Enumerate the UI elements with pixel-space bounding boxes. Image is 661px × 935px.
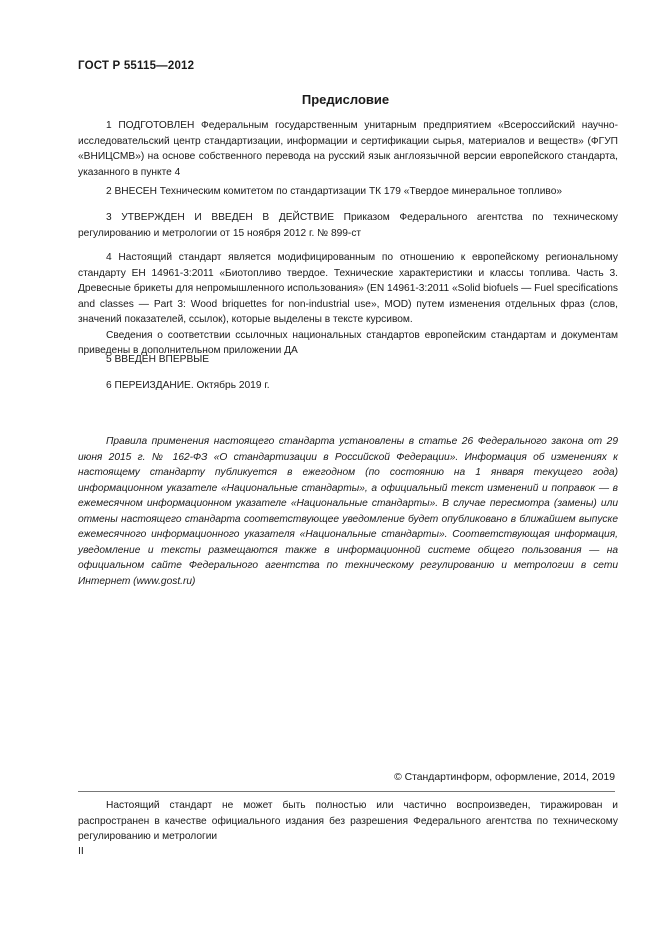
foreword-item-6 [78,378,618,394]
foreword-item-text: 1 ПОДГОТОВЛЕН Федеральным государственным унитарным предприятием «Всероссийский научно-исследовательский центр стандартизации, информации и сертификации сырья, материалов и веществ» (ФГУП «ВНИЦСМВ») на основе собственного перевода на русский язык англоязычной версии европейского стандарта, указанного в пункте 4 [78,120,618,178]
foreword-item-1 [78,118,618,180]
page-number: II [78,845,84,857]
reproduction-notice-text: Настоящий стандарт не может быть полностью или частично воспроизведен, тиражирован и распространен в качестве официального издания без разрешения Федерального агентства по техническому регулированию и метрологии [78,800,618,842]
divider [78,791,615,792]
rules-notice-text: Правила применения настоящего стандарта установлены в статье 26 Федерального закона от 29 июня 2015 г. № 162-ФЗ «О стандартизации в Российской Федерации». Информация об изменениях к настоящему стандарту публикуется в ежегодном (по состоянию на 1 января текущего года) информационном указателе «Национальные стандарты», а официальный текст изменений и поправок — в ежемесячном информационном указателе «Национальные стандарты». В случае пересмотра (замены) или отмены настоящего стандарта соответствующее уведомление будет опубликовано в ближайшем выпуске ежемесячного информационного указателя «Национальные стандарты». Соответствующая информация, уведомление и тексты размещаются также в информационной системе общего пользования — на официальном сайте Федерального агентства по техническому регулированию и метрологии в сети Интернет (www.gost.ru) [78,436,618,587]
foreword-item-text: 4 Настоящий стандарт является модифицированным по отношению к европейскому региональному стандарту ЕН 14961-3:2011 «Биотопливо твердое. Технические характеристики и классы топлива. Часть 3. Древесные брикеты для непромышленного использования» (EN 14961-3:2011 «Solid biofuels — Fuel specifications and classes — Part 3: Wood briquettes for non-industrial use», MOD) путем изменения отдельных фраз (слов, значений показателей, ссылок), которые выделены в тексте курсивом. [78,252,618,325]
foreword-item-5 [78,352,618,368]
foreword-item-text: 3 УТВЕРЖДЕН И ВВЕДЕН В ДЕЙСТВИЕ Приказом Федерального агентства по техническому регулированию и метрологии от 15 ноября 2012 г. № 899-ст [78,212,618,239]
reproduction-notice [78,798,618,845]
page-title: Предисловие [301,92,390,107]
foreword-item-text: 6 ПЕРЕИЗДАНИЕ. Октябрь 2019 г. [106,380,270,391]
rules-notice [78,434,618,589]
foreword-item-4 [78,250,618,359]
foreword-item-text: Сведения о соответствии ссылочных национальных стандартов европейским стандартам и документам приведены в дополнительном приложении ДА [78,329,618,356]
foreword-item-text: 2 ВНЕСЕН Техническим комитетом по стандартизации ТК 179 «Твердое минеральное топливо» [106,186,563,197]
copyright-line: © Стандартинформ, оформление, 2014, 2019 [394,772,615,783]
foreword-item-3 [78,210,618,241]
document-code: ГОСТ Р 55115—2012 [78,60,195,72]
foreword-item-text: 5 ВВЕДЕН ВПЕРВЫЕ [106,354,210,365]
foreword-item-2 [78,184,618,200]
